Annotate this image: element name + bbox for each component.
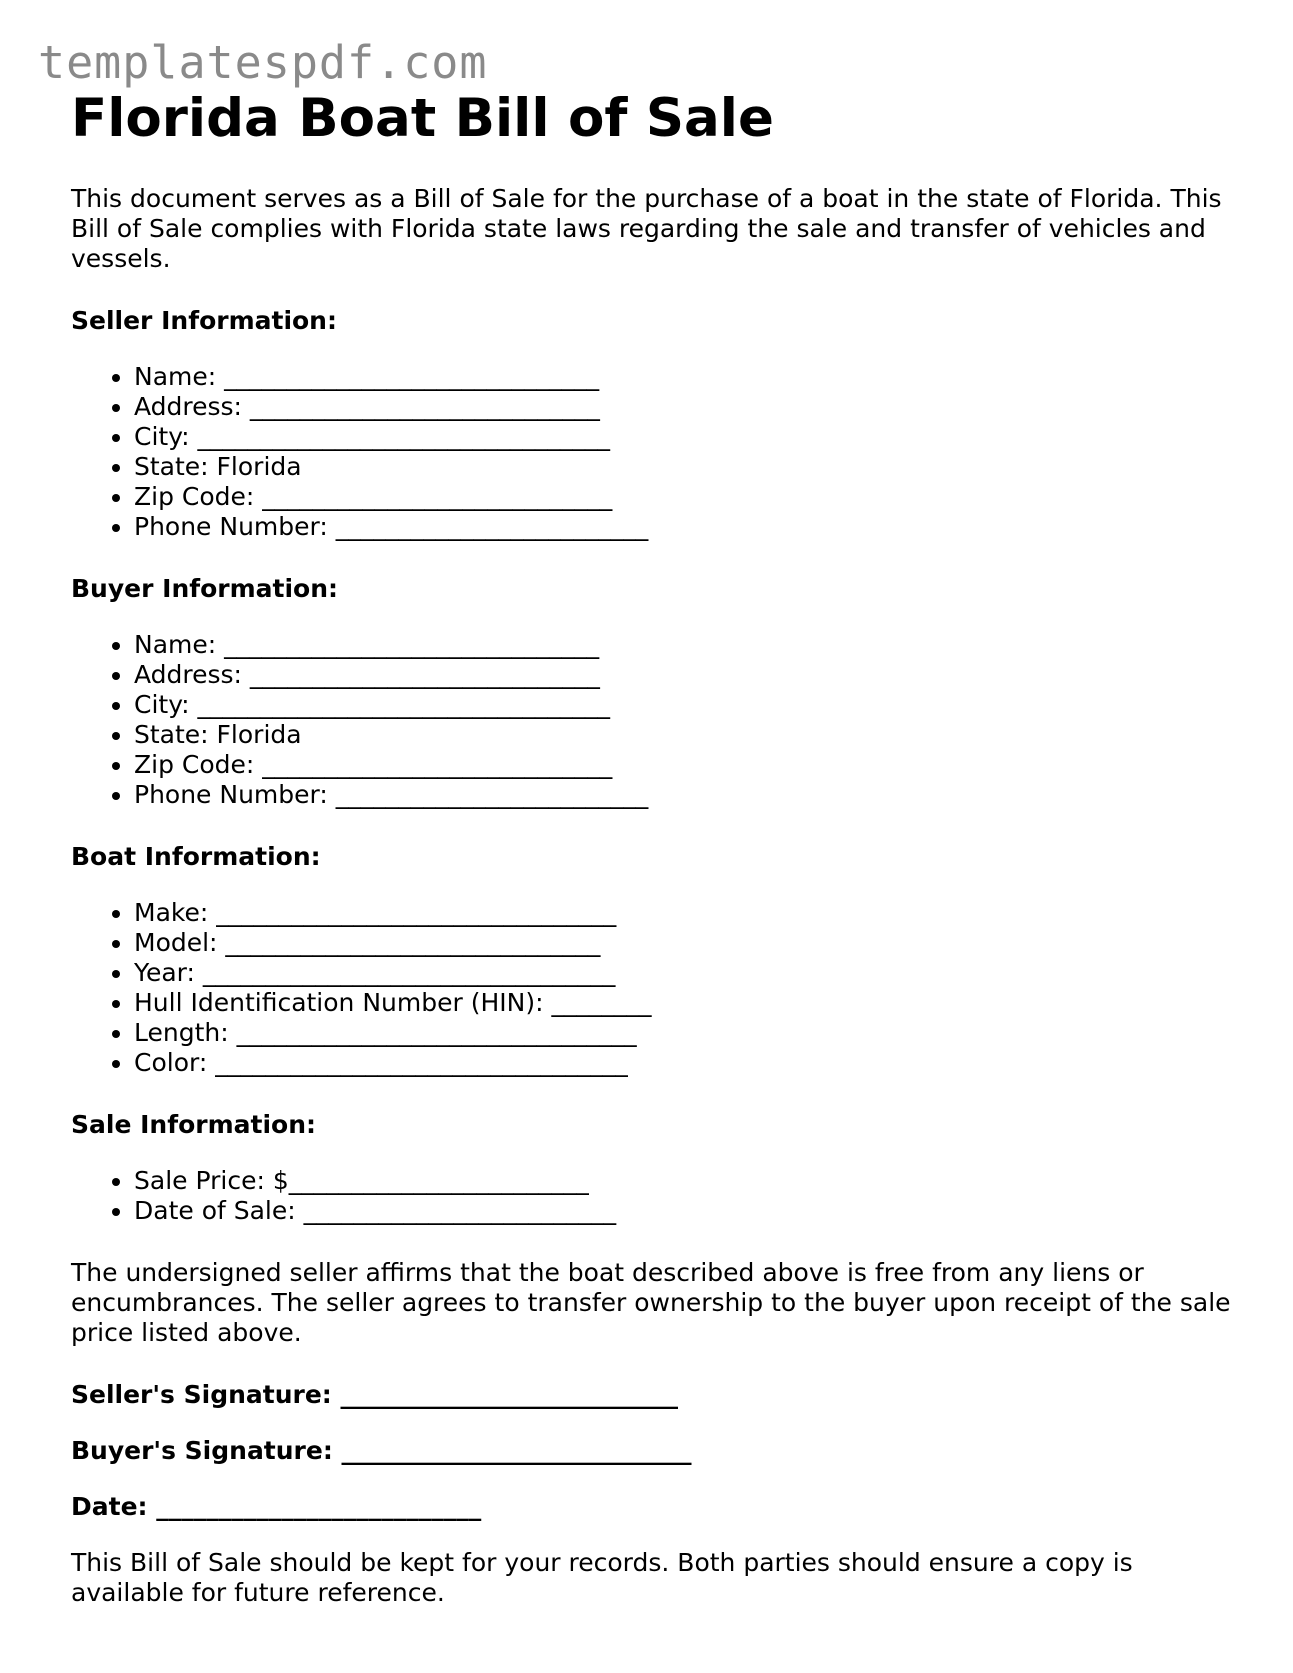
- buyer-address-field: • Address: ____________________________: [134, 660, 1231, 690]
- affirmation-paragraph: The undersigned seller affirms that the boat described above is free from any liens or encumbrances. The seller agrees to transfer ownership to the buyer upon receipt of the sale price listed above.: [71, 1258, 1231, 1348]
- seller-address-field: • Address: ____________________________: [134, 392, 1231, 422]
- buyer-state-field: • State: Florida: [134, 720, 1231, 750]
- seller-state-field: • State: Florida: [134, 452, 1231, 482]
- boat-hin-field: • Hull Identification Number (HIN): ________: [134, 988, 1231, 1018]
- seller-phone-field: • Phone Number: _________________________: [134, 512, 1231, 542]
- boat-model-field: • Model: ______________________________: [134, 928, 1231, 958]
- seller-name-field: • Name: ______________________________: [134, 362, 1231, 392]
- sale-section-heading: Sale Information:: [71, 1110, 316, 1140]
- boat-year-field: • Year: _________________________________: [134, 958, 1231, 988]
- closing-paragraph: This Bill of Sale should be kept for your records. Both parties should ensure a copy is available for future reference.: [71, 1548, 1133, 1608]
- boat-make-field: • Make: ________________________________: [134, 898, 1231, 928]
- buyer-name-field: • Name: ______________________________: [134, 630, 1231, 660]
- buyer-fields-list: [71, 630, 1231, 810]
- boat-fields-list: [71, 898, 1231, 1078]
- seller-city-field: • City: _________________________________: [134, 422, 1231, 452]
- signature-date-line: Date: __________________________: [71, 1492, 482, 1522]
- buyer-section-heading: Buyer Information:: [71, 574, 339, 604]
- sale-date-field: • Date of Sale: _________________________: [134, 1196, 1231, 1226]
- boat-section-heading: Boat Information:: [71, 842, 321, 872]
- buyer-zip-field: • Zip Code: ____________________________: [134, 750, 1231, 780]
- intro-paragraph: This document serves as a Bill of Sale for the purchase of a boat in the state of Florida. This Bill of Sale complies with Florida state laws regarding the sale and transfer of vehicles and vessels.: [71, 184, 1222, 274]
- boat-color-field: • Color: _________________________________: [134, 1048, 1231, 1078]
- seller-fields-list: [71, 362, 1231, 542]
- seller-signature-line: Seller's Signature: ___________________________: [71, 1380, 678, 1410]
- seller-section-heading: Seller Information:: [71, 306, 337, 336]
- sale-price-field: • Sale Price: $________________________: [134, 1166, 1231, 1196]
- buyer-phone-field: • Phone Number: _________________________: [134, 780, 1231, 810]
- buyer-signature-line: Buyer's Signature: ____________________________: [71, 1436, 692, 1466]
- document-title: Florida Boat Bill of Sale: [71, 88, 774, 149]
- buyer-city-field: • City: _________________________________: [134, 690, 1231, 720]
- sale-fields-list: [71, 1166, 1231, 1226]
- watermark: templatespdf.com: [38, 36, 488, 89]
- boat-length-field: • Length: ________________________________: [134, 1018, 1231, 1048]
- document-page: [71, 90, 1231, 1608]
- seller-zip-field: • Zip Code: ____________________________: [134, 482, 1231, 512]
